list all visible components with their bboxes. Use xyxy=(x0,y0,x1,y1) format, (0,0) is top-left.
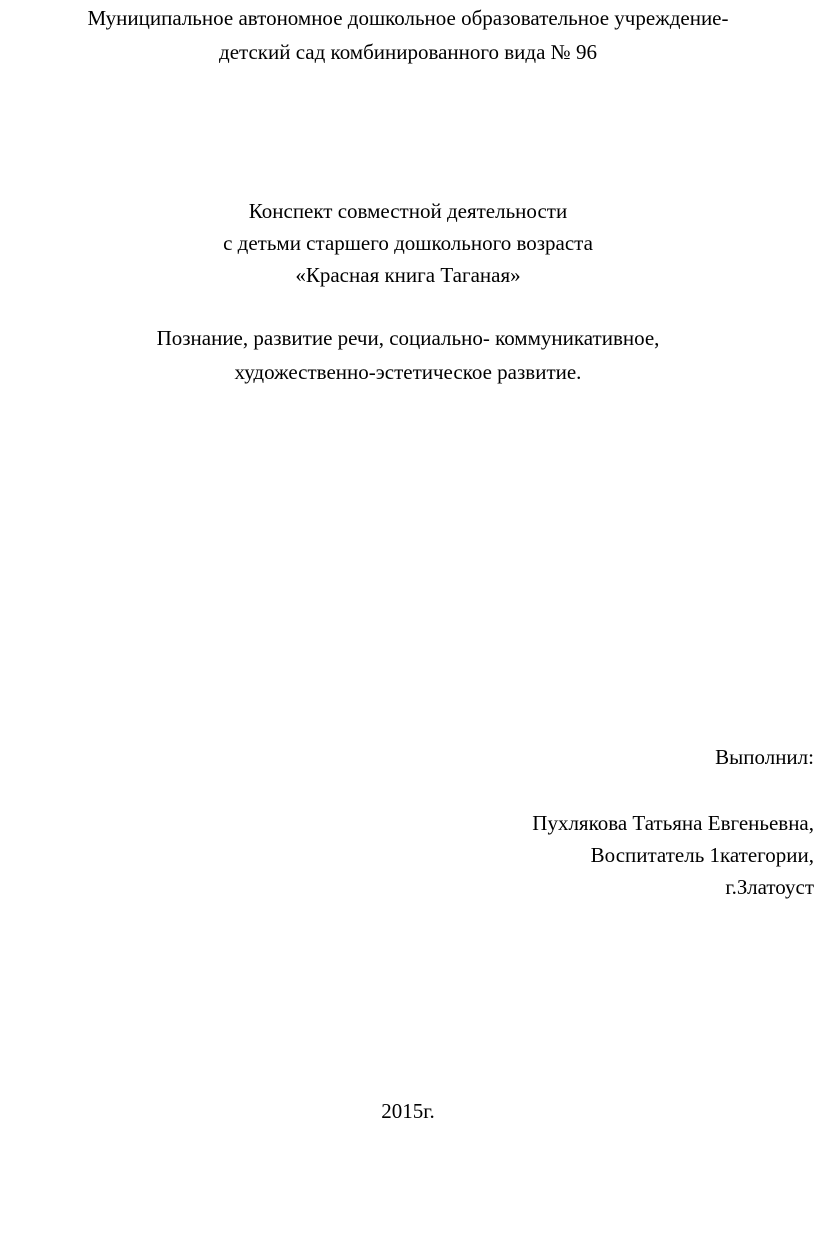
title-line3: «Красная книга Таганая» xyxy=(295,263,521,287)
author-position: Воспитатель 1категории, xyxy=(590,843,814,867)
year: 2015г. xyxy=(381,1099,435,1123)
title-line2: с детьми старшего дошкольного возраста xyxy=(223,231,593,255)
title-line1: Конспект совместной деятельности xyxy=(248,199,568,223)
areas-line2: художественно-эстетическое развитие. xyxy=(234,360,582,384)
areas-line1: Познание, развитие речи, социально- коммуникативное, xyxy=(156,326,660,350)
author-label: Выполнил: xyxy=(715,745,814,769)
institution-name-line1: Муниципальное автономное дошкольное образовательное учреждение- xyxy=(87,6,729,30)
author-city: г.Златоуст xyxy=(725,875,814,899)
author-name: Пухлякова Татьяна Евгеньевна, xyxy=(532,811,814,835)
institution-name-line2: детский сад комбинированного вида № 96 xyxy=(219,40,597,64)
